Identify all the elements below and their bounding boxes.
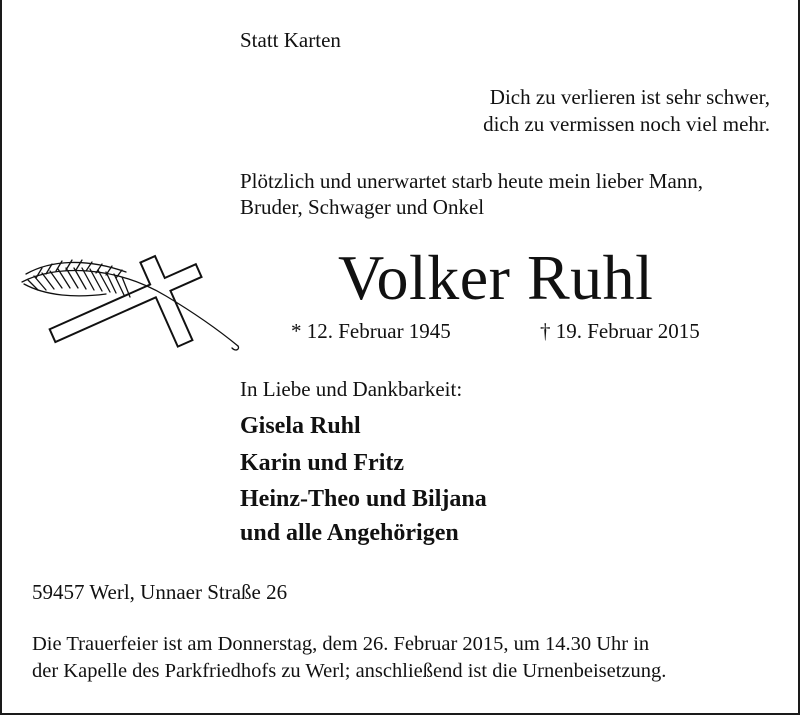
mourner-name: und alle Angehörigen (240, 520, 459, 546)
quote-line-1: Dich zu verlieren ist sehr schwer, (489, 85, 770, 109)
mourner-name: Heinz-Theo und Biljana (240, 486, 487, 512)
mourner-name: Karin und Fritz (240, 450, 405, 476)
deceased-name: Volker Ruhl (338, 242, 654, 313)
death-date: † 19. Februar 2015 (540, 319, 700, 343)
mourner-name: Gisela Ruhl (240, 413, 361, 439)
service-info-line-1: Die Trauerfeier ist am Donnerstag, dem 26. Februar 2015, um 14.30 Uhr in (32, 633, 650, 655)
announcement-line-1: Plötzlich und unerwartet starb heute mein lieber Mann, (240, 169, 704, 193)
quote-line-2: dich zu vermissen noch viel mehr. (483, 112, 770, 136)
dedication-text: In Liebe und Dankbarkeit: (240, 377, 463, 401)
family-address: 59457 Werl, Unnaer Straße 26 (32, 580, 288, 604)
service-info-line-2: der Kapelle des Parkfriedhofs zu Werl; anschließend ist die Urnenbeisetzung. (32, 660, 667, 682)
birth-date: * 12. Februar 1945 (291, 319, 451, 343)
announcement-line-2: Bruder, Schwager und Onkel (240, 195, 485, 219)
header-text: Statt Karten (240, 28, 341, 52)
cross-with-palm-frond-icon (16, 244, 242, 356)
